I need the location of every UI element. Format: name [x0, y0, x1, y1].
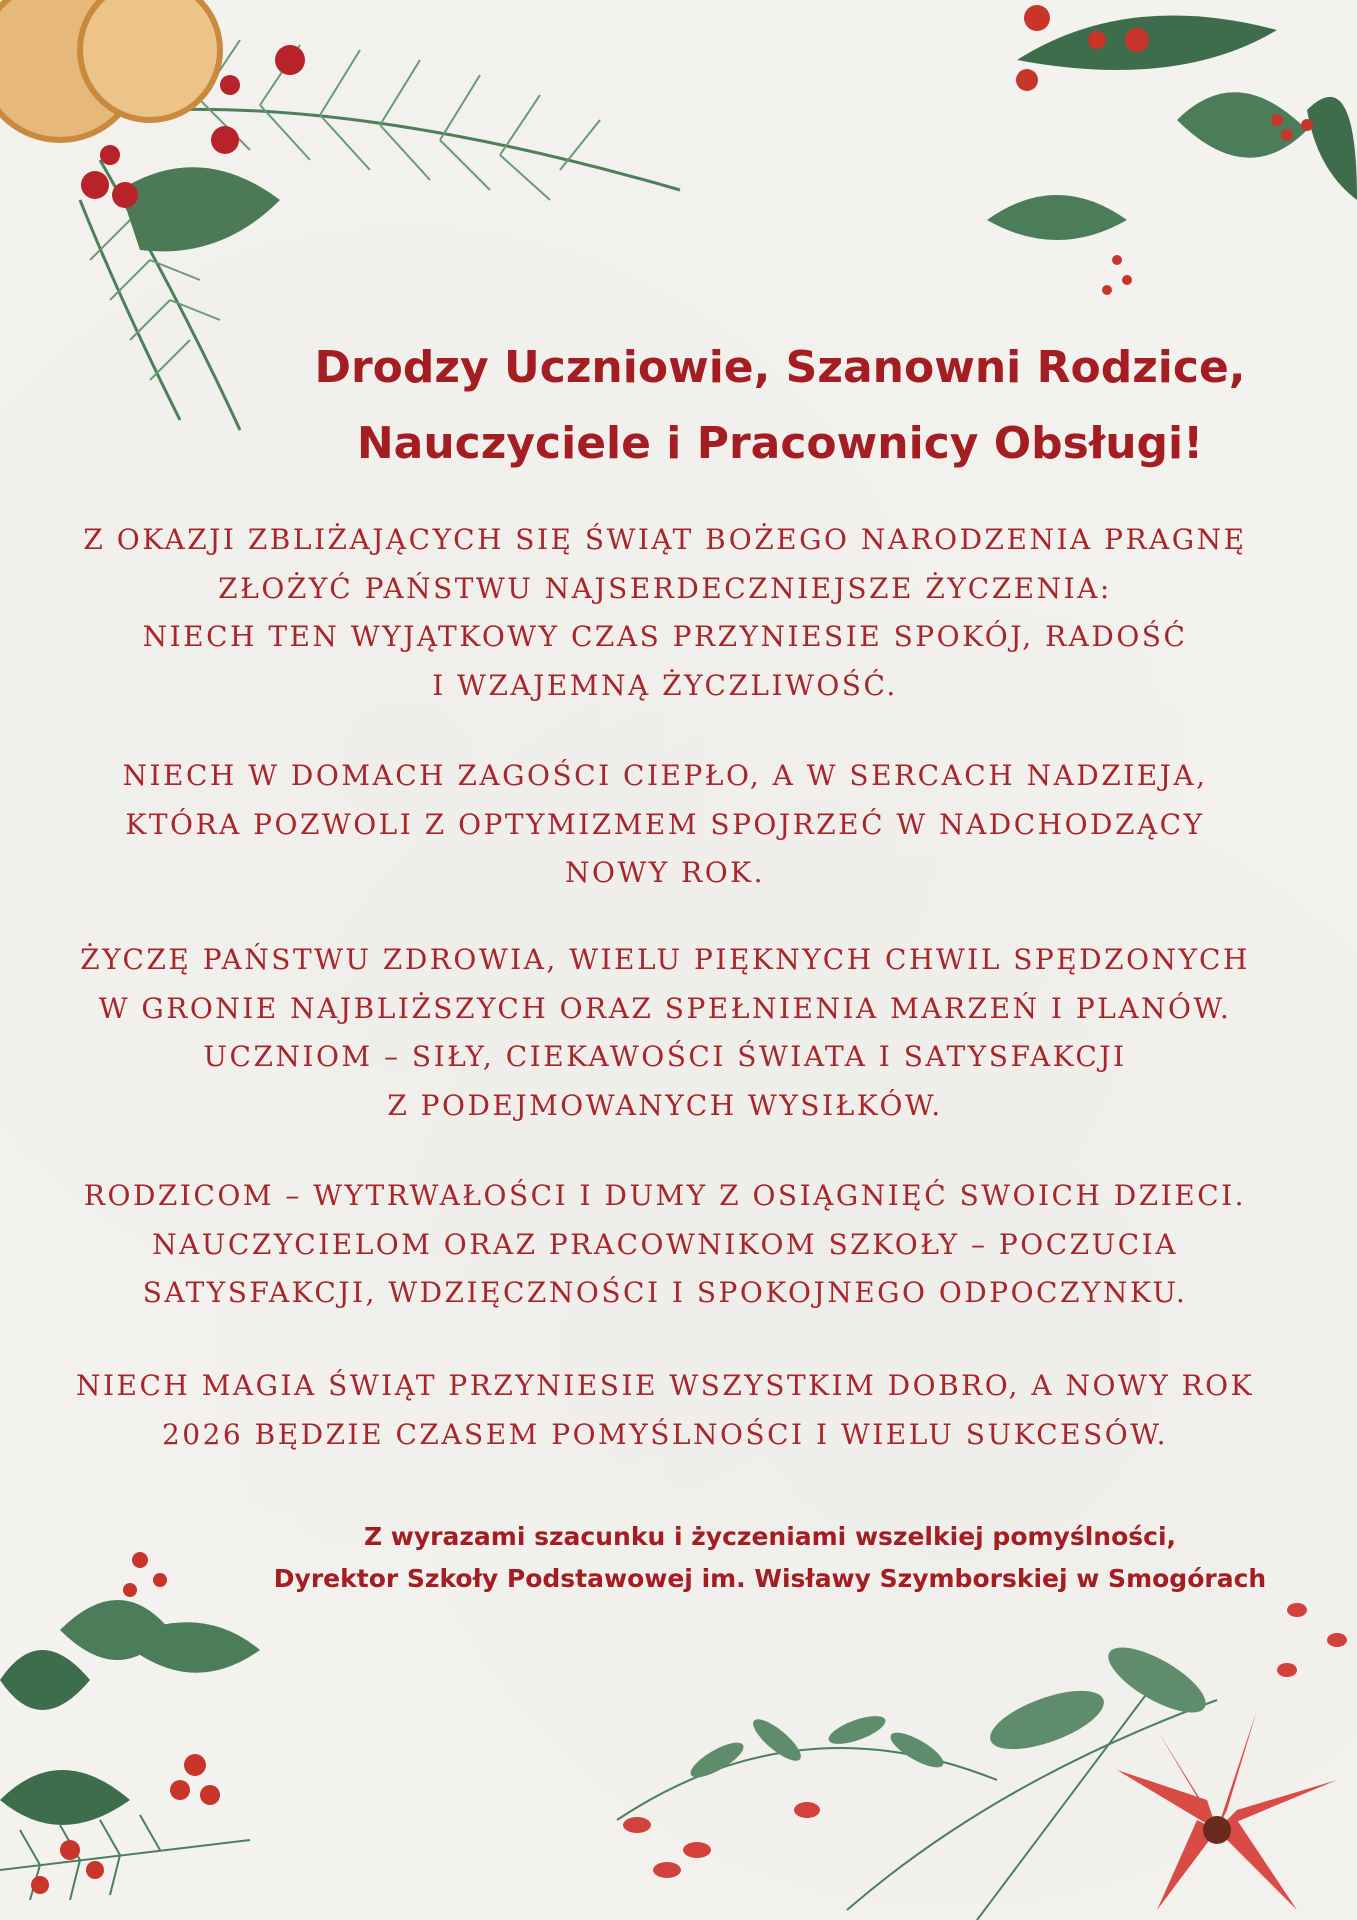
- signature: [200, 1516, 1340, 1600]
- paragraph-line: RODZICOM – WYTRWAŁOŚCI I DUMY Z OSIĄGNIĘĆ SWOICH DZIECI.: [83, 1179, 1247, 1212]
- paragraph-line: UCZNIOM – SIŁY, CIEKAWOŚCI ŚWIATA I SATYSFAKCJI: [203, 1040, 1127, 1073]
- paragraph-5: [10, 1362, 1320, 1459]
- signature-line-2: Dyrektor Szkoły Podstawowej im. Wisławy Szymborskiej w Smogórach: [273, 1564, 1267, 1593]
- paragraph-line: NAUCZYCIELOM ORAZ PRACOWNIKOM SZKOŁY – POCZUCIA: [152, 1227, 1178, 1261]
- top-right-decoration-icon: [977, 0, 1357, 320]
- paragraph-line: NOWY ROK.: [565, 856, 765, 889]
- paragraph-3: [10, 936, 1320, 1130]
- paragraph-1: [10, 516, 1320, 710]
- paragraph-2: [10, 752, 1320, 898]
- paragraph-line: NIECH TEN WYJĄTKOWY CZAS PRZYNIESIE SPOKÓJ, RADOŚĆ: [142, 620, 1188, 653]
- paragraph-line: W GRONIE NAJBLIŻSZYCH ORAZ SPEŁNIENIA MARZEŃ I PLANÓW.: [98, 991, 1232, 1025]
- bottom-right-decoration-icon: [597, 1580, 1357, 1920]
- paragraph-line: Z PODEJMOWANYCH WYSIŁKÓW.: [387, 1088, 943, 1122]
- paragraph-line: NIECH MAGIA ŚWIĄT PRZYNIESIE WSZYSTKIM DOBRO, A NOWY ROK: [75, 1369, 1255, 1402]
- heading-line-2: Nauczyciele i Pracownicy Obsługi!: [356, 418, 1204, 469]
- signature-line-1: Z wyrazami szacunku i życzeniami wszelkiej pomyślności,: [363, 1522, 1177, 1551]
- paragraph-line: SATYSFAKCJI, WDZIĘCZNOŚCI I SPOKOJNEGO ODPOCZYNKU.: [142, 1276, 1188, 1309]
- heading-line-1: Drodzy Uczniowie, Szanowni Rodzice,: [314, 342, 1246, 393]
- paragraph-line: NIECH W DOMACH ZAGOŚCI CIEPŁO, A W SERCACH NADZIEJA,: [122, 759, 1208, 792]
- paragraph-4: [10, 1172, 1320, 1318]
- greeting-heading: [230, 330, 1330, 482]
- paragraph-line: ZŁOŻYĆ PAŃSTWU NAJSERDECZNIEJSZE ŻYCZENIA:: [218, 571, 1112, 605]
- paragraph-line: Z OKAZJI ZBLIŻAJĄCYCH SIĘ ŚWIĄT BOŻEGO NARODZENIA PRAGNĘ: [83, 523, 1247, 556]
- paragraph-line: ŻYCZĘ PAŃSTWU ZDROWIA, WIELU PIĘKNYCH CHWIL SPĘDZONYCH: [80, 943, 1250, 976]
- paragraph-line: KTÓRA POZWOLI Z OPTYMIZMEM SPOJRZEĆ W NADCHODZĄCY: [125, 807, 1205, 841]
- paragraph-line: 2026 BĘDZIE CZASEM POMYŚLNOŚCI I WIELU SUKCESÓW.: [161, 1417, 1169, 1451]
- paragraph-line: I WZAJEMNĄ ŻYCZLIWOŚĆ.: [432, 668, 898, 702]
